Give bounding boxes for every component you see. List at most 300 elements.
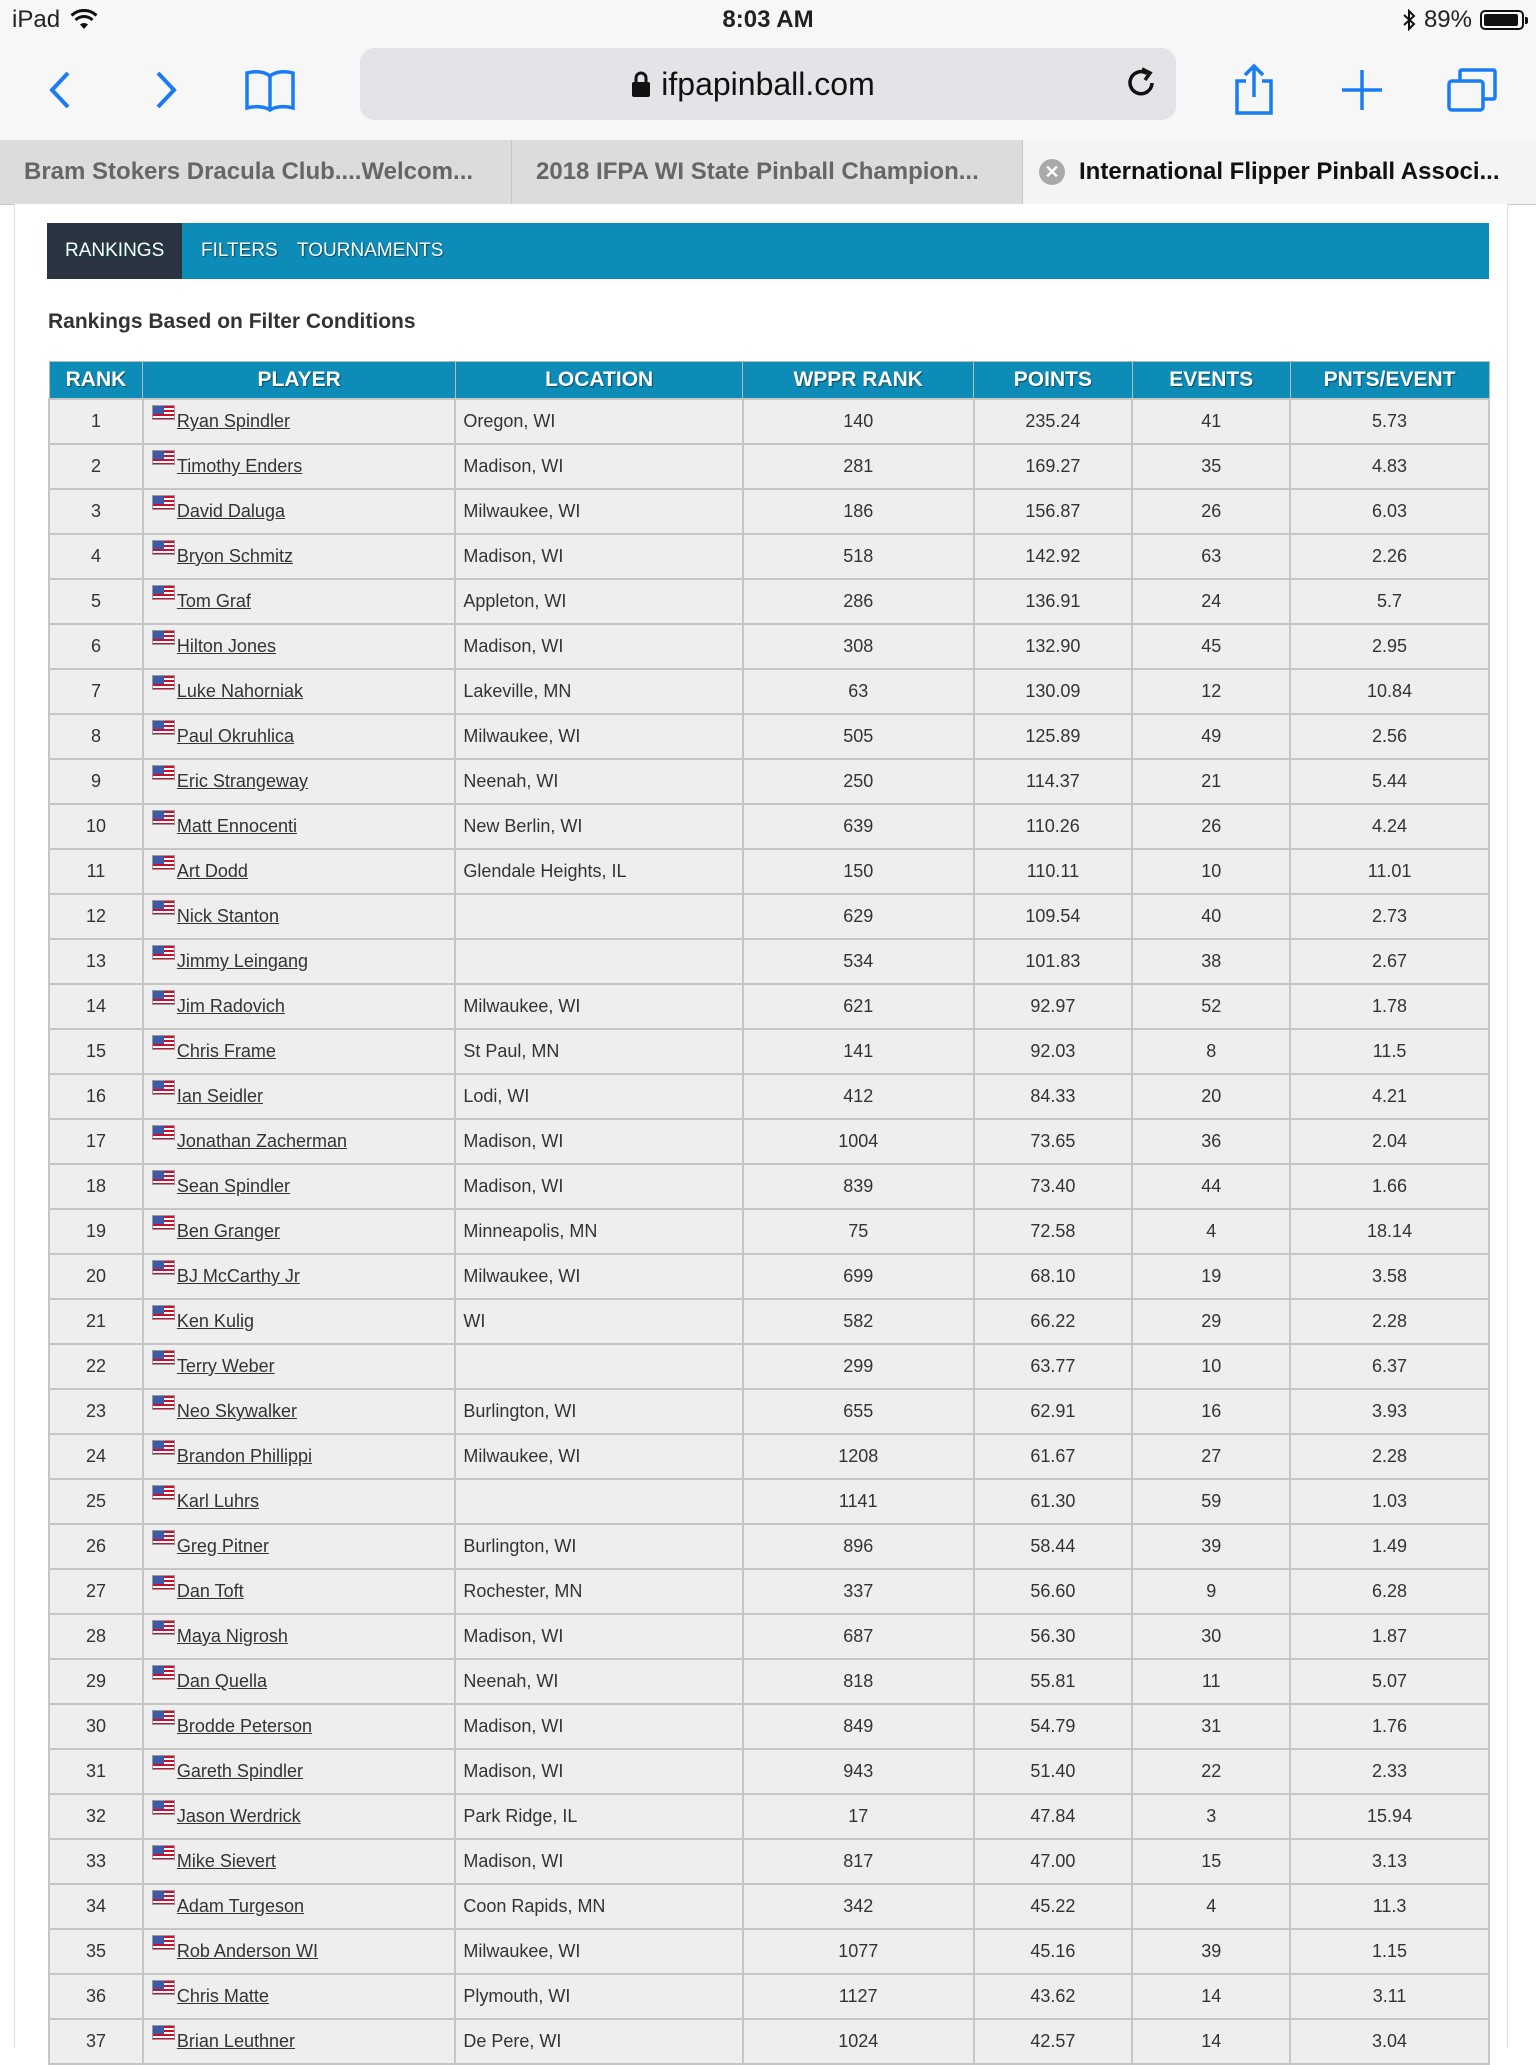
location-cell: Madison, WI [455,1839,743,1884]
rank-cell: 18 [49,1164,143,1209]
rank-cell: 35 [49,1929,143,1974]
us-flag-icon [152,1710,175,1725]
events-cell: 36 [1132,1119,1290,1164]
points-per-event-cell: 15.94 [1290,1794,1489,1839]
close-tab-icon[interactable]: ✕ [1039,159,1065,185]
table-row [49,579,1489,624]
table-row [49,1569,1489,1614]
player-cell [143,1164,455,1209]
location-cell: Neenah, WI [455,1659,743,1704]
wppr-rank-cell: 281 [743,444,974,489]
wppr-rank-cell: 818 [743,1659,974,1704]
us-flag-icon [152,630,175,645]
points-per-event-cell: 5.73 [1290,399,1489,444]
points-per-event-cell: 1.49 [1290,1524,1489,1569]
wppr-rank-cell: 1208 [743,1434,974,1479]
us-flag-icon [152,1260,175,1275]
rank-cell: 26 [49,1524,143,1569]
location-cell: Madison, WI [455,534,743,579]
wppr-rank-cell: 1127 [743,1974,974,2019]
points-cell: 156.87 [974,489,1133,534]
page-content [14,204,1508,2051]
wppr-rank-cell: 817 [743,1839,974,1884]
points-per-event-cell: 1.76 [1290,1704,1489,1749]
events-cell: 16 [1132,1389,1290,1434]
reload-icon[interactable] [1120,62,1162,104]
points-cell: 56.60 [974,1569,1133,1614]
us-flag-icon [152,1800,175,1815]
player-link[interactable]: Rob Anderson WI [176,1941,318,1961]
player-cell [143,939,455,984]
player-link[interactable]: Tom Graf [176,591,251,611]
table-row [49,1479,1489,1524]
table-row [49,1929,1489,1974]
points-cell: 45.16 [974,1929,1133,1974]
player-link[interactable]: Matt Ennocenti [176,816,297,836]
player-link[interactable]: Hilton Jones [176,636,276,656]
player-cell [143,1929,455,1974]
table-row [49,1389,1489,1434]
player-link[interactable]: Dan Toft [176,1581,244,1601]
points-cell: 132.90 [974,624,1133,669]
player-link[interactable]: Ian Seidler [176,1086,263,1106]
location-cell: Park Ridge, IL [455,1794,743,1839]
us-flag-icon [152,1980,175,1995]
points-cell: 110.26 [974,804,1133,849]
tab-strip [0,140,1536,205]
player-link[interactable]: Neo Skywalker [176,1401,297,1421]
us-flag-icon [152,810,175,825]
nav-tournaments[interactable]: TOURNAMENTS [297,240,444,261]
points-cell: 61.30 [974,1479,1133,1524]
events-cell: 4 [1132,1209,1290,1254]
events-cell: 22 [1132,1749,1290,1794]
player-cell [143,1614,455,1659]
wppr-rank-cell: 286 [743,579,974,624]
player-link[interactable]: Ken Kulig [176,1311,254,1331]
rank-cell: 21 [49,1299,143,1344]
events-cell: 49 [1132,714,1290,759]
player-cell [143,1344,455,1389]
location-cell: New Berlin, WI [455,804,743,849]
wppr-rank-cell: 1024 [743,2019,974,2064]
rank-cell: 33 [49,1839,143,1884]
player-cell [143,1659,455,1704]
player-link[interactable]: Jonathan Zacherman [176,1131,348,1151]
points-cell: 68.10 [974,1254,1133,1299]
location-cell: St Paul, MN [455,1029,743,1074]
wppr-rank-cell: 639 [743,804,974,849]
events-cell: 30 [1132,1614,1290,1659]
events-cell: 10 [1132,849,1290,894]
nav-rankings[interactable]: RANKINGS [47,223,182,279]
us-flag-icon [152,1665,175,1680]
points-per-event-cell: 2.28 [1290,1299,1489,1344]
rankings-nav [47,223,1489,279]
status-bar [0,0,1536,44]
events-cell: 8 [1132,1029,1290,1074]
table-row [49,984,1489,1029]
us-flag-icon [152,540,175,555]
us-flag-icon [152,945,175,960]
table-row [49,1164,1489,1209]
location-cell: Appleton, WI [455,579,743,624]
player-link[interactable]: Paul Okruhlica [176,726,294,746]
us-flag-icon [152,1845,175,1860]
rank-cell: 8 [49,714,143,759]
rank-cell: 5 [49,579,143,624]
player-cell [143,1524,455,1569]
us-flag-icon [152,990,175,1005]
points-per-event-cell: 3.93 [1290,1389,1489,1434]
points-cell: 62.91 [974,1389,1133,1434]
us-flag-icon [152,1125,175,1140]
us-flag-icon [152,405,175,420]
player-cell [143,669,455,714]
player-cell [143,1209,455,1254]
rank-cell: 37 [49,2019,143,2064]
table-row [49,1884,1489,1929]
events-cell: 26 [1132,489,1290,534]
rank-cell: 34 [49,1884,143,1929]
rank-cell: 16 [49,1074,143,1119]
rank-cell: 10 [49,804,143,849]
events-cell: 45 [1132,624,1290,669]
location-cell: Coon Rapids, MN [455,1884,743,1929]
player-link[interactable]: Dan Quella [176,1671,267,1691]
tabs-icon [1446,67,1498,113]
wppr-rank-cell: 582 [743,1299,974,1344]
points-per-event-cell: 1.03 [1290,1479,1489,1524]
points-cell: 73.65 [974,1119,1133,1164]
points-per-event-cell: 3.04 [1290,2019,1489,2064]
us-flag-icon [152,1305,175,1320]
table-header-row [49,362,1489,400]
table-row [49,1074,1489,1119]
points-cell: 54.79 [974,1704,1133,1749]
events-cell: 11 [1132,1659,1290,1704]
events-cell: 40 [1132,894,1290,939]
rank-cell: 6 [49,624,143,669]
player-link[interactable]: Brian Leuthner [176,2031,295,2051]
plus-icon [1340,68,1384,112]
table-row [49,624,1489,669]
wppr-rank-cell: 896 [743,1524,974,1569]
events-cell: 20 [1132,1074,1290,1119]
player-cell [143,1794,455,1839]
tab-wi-championship[interactable]: 2018 IFPA WI State Pinball Champion... [512,140,1023,204]
location-cell: Burlington, WI [455,1524,743,1569]
location-cell: Madison, WI [455,1704,743,1749]
points-per-event-cell: 3.11 [1290,1974,1489,2019]
points-cell: 142.92 [974,534,1133,579]
wppr-rank-cell: 518 [743,534,974,579]
rank-cell: 22 [49,1344,143,1389]
rank-cell: 9 [49,759,143,804]
points-cell: 92.03 [974,1029,1133,1074]
player-link[interactable]: Greg Pitner [176,1536,269,1556]
player-cell [143,1299,455,1344]
points-cell: 72.58 [974,1209,1133,1254]
table-row [49,804,1489,849]
player-link[interactable]: Chris Frame [176,1041,276,1061]
points-per-event-cell: 2.95 [1290,624,1489,669]
events-cell: 21 [1132,759,1290,804]
player-cell [143,2019,455,2064]
events-cell: 4 [1132,1884,1290,1929]
events-cell: 38 [1132,939,1290,984]
points-cell: 51.40 [974,1749,1133,1794]
points-per-event-cell: 4.24 [1290,804,1489,849]
player-cell [143,1254,455,1299]
player-link[interactable]: Chris Matte [176,1986,269,2006]
location-cell: Madison, WI [455,624,743,669]
wppr-rank-cell: 629 [743,894,974,939]
table-row [49,939,1489,984]
location-cell: WI [455,1299,743,1344]
location-cell: Glendale Heights, IL [455,849,743,894]
table-row [49,1794,1489,1839]
location-cell: Lodi, WI [455,1074,743,1119]
us-flag-icon [152,720,175,735]
points-per-event-cell: 2.73 [1290,894,1489,939]
player-link[interactable]: Art Dodd [176,861,248,881]
wppr-rank-cell: 63 [743,669,974,714]
player-cell [143,804,455,849]
table-row [49,669,1489,714]
wppr-rank-cell: 655 [743,1389,974,1434]
player-link[interactable]: Adam Turgeson [176,1896,304,1916]
location-cell: Plymouth, WI [455,1974,743,2019]
table-row [49,1299,1489,1344]
rank-cell: 30 [49,1704,143,1749]
points-per-event-cell: 6.03 [1290,489,1489,534]
tabs-overview-button[interactable] [1440,58,1504,122]
points-cell: 110.11 [974,849,1133,894]
bluetooth-icon [1402,9,1416,31]
points-cell: 55.81 [974,1659,1133,1704]
url-host: ifpapinball.com [661,66,875,102]
player-link[interactable]: Mike Sievert [176,1851,276,1871]
us-flag-icon [152,765,175,780]
events-cell: 39 [1132,1929,1290,1974]
location-cell: Milwaukee, WI [455,714,743,759]
player-cell [143,1029,455,1074]
col-header-events[interactable]: EVENTS [1132,362,1290,400]
player-cell [143,1884,455,1929]
forward-button[interactable] [134,58,198,122]
us-flag-icon [152,1215,175,1230]
events-cell: 52 [1132,984,1290,1029]
points-cell: 136.91 [974,579,1133,624]
col-header-player[interactable]: PLAYER [143,362,455,400]
back-button[interactable] [28,58,92,122]
points-cell: 109.54 [974,894,1133,939]
player-link[interactable]: Jason Werdrick [176,1806,301,1826]
player-link[interactable]: Sean Spindler [176,1176,290,1196]
points-cell: 58.44 [974,1524,1133,1569]
location-cell: Madison, WI [455,1749,743,1794]
table-row [49,1614,1489,1659]
col-header-wppr-rank[interactable]: WPPR RANK [743,362,974,400]
points-cell: 66.22 [974,1299,1133,1344]
points-cell: 47.00 [974,1839,1133,1884]
table-row [49,1749,1489,1794]
location-cell: Madison, WI [455,1119,743,1164]
wppr-rank-cell: 250 [743,759,974,804]
player-cell [143,444,455,489]
table-row [49,399,1489,444]
location-cell: De Pere, WI [455,2019,743,2064]
table-row [49,1974,1489,2019]
address-bar[interactable] [360,48,1176,120]
events-cell: 63 [1132,534,1290,579]
points-cell: 63.77 [974,1344,1133,1389]
rank-cell: 11 [49,849,143,894]
table-row [49,1254,1489,1299]
events-cell: 14 [1132,1974,1290,2019]
player-link[interactable]: Luke Nahorniak [176,681,303,701]
us-flag-icon [152,1530,175,1545]
points-cell: 125.89 [974,714,1133,759]
points-cell: 92.97 [974,984,1133,1029]
player-link[interactable]: Eric Strangeway [176,771,308,791]
player-link[interactable]: Timothy Enders [176,456,303,476]
table-row [49,1704,1489,1749]
wppr-rank-cell: 75 [743,1209,974,1254]
player-link[interactable]: Gareth Spindler [176,1761,303,1781]
location-cell: Burlington, WI [455,1389,743,1434]
player-link[interactable]: David Daluga [176,501,285,521]
table-row [49,1344,1489,1389]
us-flag-icon [152,2025,175,2040]
rank-cell: 36 [49,1974,143,2019]
wppr-rank-cell: 1077 [743,1929,974,1974]
player-link[interactable]: Karl Luhrs [176,1491,259,1511]
player-link[interactable]: Jimmy Leingang [176,951,308,971]
col-header-points[interactable]: POINTS [974,362,1133,400]
us-flag-icon [152,495,175,510]
nav-filters[interactable]: FILTERS [201,240,278,261]
events-cell: 26 [1132,804,1290,849]
col-header-location[interactable]: LOCATION [455,362,743,400]
events-cell: 44 [1132,1164,1290,1209]
player-link[interactable]: Maya Nigrosh [176,1626,288,1646]
player-link[interactable]: Brodde Peterson [176,1716,312,1736]
rank-cell: 2 [49,444,143,489]
wppr-rank-cell: 1141 [743,1479,974,1524]
table-row [49,894,1489,939]
wppr-rank-cell: 150 [743,849,974,894]
points-per-event-cell: 11.5 [1290,1029,1489,1074]
us-flag-icon [152,1755,175,1770]
player-link[interactable]: Nick Stanton [176,906,279,926]
table-row [49,444,1489,489]
player-link[interactable]: BJ McCarthy Jr [176,1266,300,1286]
player-link[interactable]: Bryon Schmitz [176,546,293,566]
wppr-rank-cell: 17 [743,1794,974,1839]
player-cell [143,759,455,804]
player-cell [143,399,455,444]
table-row [49,1029,1489,1074]
points-cell: 114.37 [974,759,1133,804]
share-button[interactable] [1222,58,1286,122]
rank-cell: 13 [49,939,143,984]
player-link[interactable]: Brandon Phillippi [176,1446,312,1466]
player-link[interactable]: Ben Granger [176,1221,280,1241]
table-row [49,489,1489,534]
points-cell: 42.57 [974,2019,1133,2064]
player-cell [143,1074,455,1119]
player-cell [143,1389,455,1434]
points-per-event-cell: 11.01 [1290,849,1489,894]
points-cell: 61.67 [974,1434,1133,1479]
points-per-event-cell: 2.28 [1290,1434,1489,1479]
points-per-event-cell: 5.7 [1290,579,1489,624]
points-cell: 47.84 [974,1794,1133,1839]
points-per-event-cell: 6.37 [1290,1344,1489,1389]
wppr-rank-cell: 505 [743,714,974,759]
points-per-event-cell: 1.15 [1290,1929,1489,1974]
events-cell: 10 [1132,1344,1290,1389]
points-cell: 56.30 [974,1614,1133,1659]
events-cell: 19 [1132,1254,1290,1299]
points-per-event-cell: 2.26 [1290,534,1489,579]
points-per-event-cell: 5.44 [1290,759,1489,804]
clock: 8:03 AM [722,6,814,33]
rank-cell: 28 [49,1614,143,1659]
location-cell [455,939,743,984]
tab-dracula-club[interactable]: Bram Stokers Dracula Club....Welcom... [0,140,512,204]
rank-cell: 25 [49,1479,143,1524]
player-cell [143,534,455,579]
points-cell: 45.22 [974,1884,1133,1929]
col-header-points-per-event[interactable]: PNTS/EVENT [1290,362,1489,400]
events-cell: 3 [1132,1794,1290,1839]
chevron-left-icon [48,70,72,110]
wppr-rank-cell: 299 [743,1344,974,1389]
wppr-rank-cell: 699 [743,1254,974,1299]
col-header-rank[interactable]: RANK [49,362,143,400]
table-row [49,1839,1489,1884]
device-name: iPad [12,6,61,33]
wppr-rank-cell: 849 [743,1704,974,1749]
points-per-event-cell: 2.56 [1290,714,1489,759]
battery-percent: 89% [1423,6,1472,33]
player-link[interactable]: Jim Radovich [176,996,285,1016]
wppr-rank-cell: 141 [743,1029,974,1074]
rank-cell: 14 [49,984,143,1029]
player-cell [143,1704,455,1749]
tab-ifpa-active[interactable] [1023,140,1536,204]
player-link[interactable]: Terry Weber [176,1356,275,1376]
player-cell [143,579,455,624]
events-cell: 14 [1132,2019,1290,2064]
events-cell: 41 [1132,399,1290,444]
new-tab-button[interactable] [1330,58,1394,122]
bookmarks-button[interactable] [238,58,302,122]
points-per-event-cell: 11.3 [1290,1884,1489,1929]
wppr-rank-cell: 140 [743,399,974,444]
us-flag-icon [152,1080,175,1095]
points-cell: 84.33 [974,1074,1133,1119]
player-link[interactable]: Ryan Spindler [176,411,290,431]
wppr-rank-cell: 687 [743,1614,974,1659]
wppr-rank-cell: 534 [743,939,974,984]
points-per-event-cell: 2.67 [1290,939,1489,984]
location-cell: Lakeville, MN [455,669,743,714]
points-cell: 73.40 [974,1164,1133,1209]
